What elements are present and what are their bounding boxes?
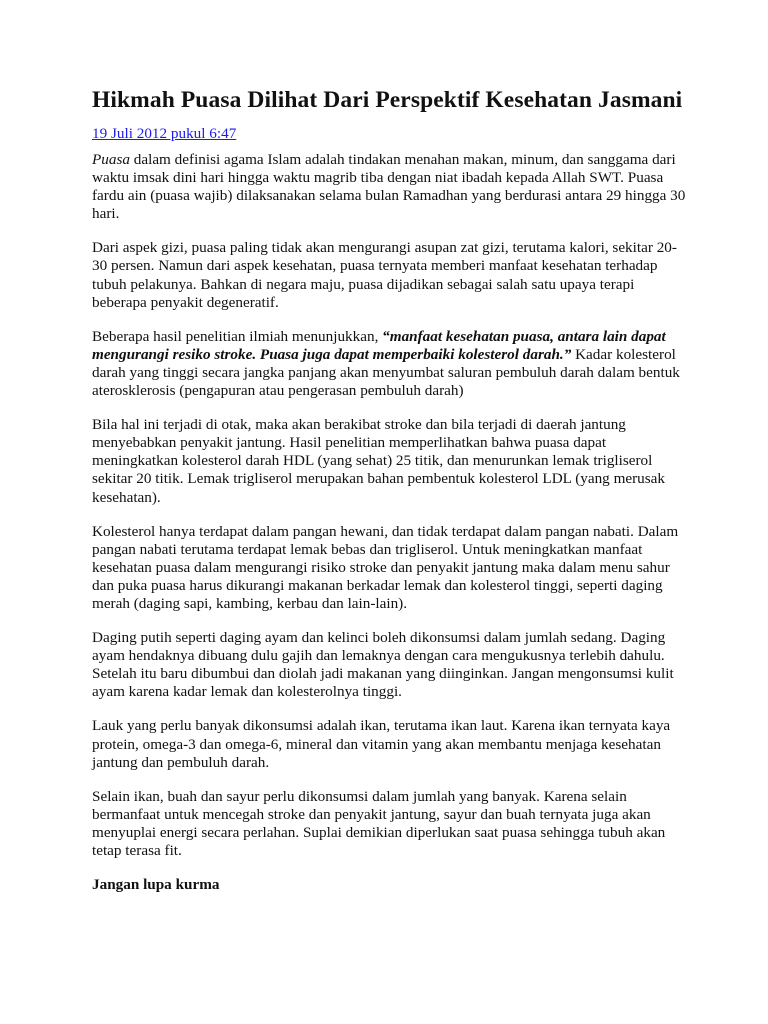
paragraph-3-rest: Kadar kolesterol darah yang tinggi secara jangka panjang akan menyumbat saluran pembuluh darah dalam bentuk aterosklerosis (pengapuran atau pengerasan pembuluh darah) bbox=[92, 345, 680, 400]
article bbox=[92, 84, 692, 894]
paragraph-1 bbox=[92, 151, 692, 223]
paragraph-6: Daging putih seperti daging ayam dan kelinci boleh dikonsumsi dalam jumlah sedang. Daging ayam hendaknya dibuang dulu gajih dan lemaknya dengan cara mengukusnya terlebih dahulu. Setelah itu baru dibumbui dan diolah jadi makanan yang diinginkan. Jangan mengonsumsi kulit ayam karena kadar lemak dan kolesterolnya tinggi. bbox=[92, 629, 674, 701]
puasa-term: Puasa bbox=[92, 151, 130, 168]
paragraph-4: Bila hal ini terjadi di otak, maka akan berakibat stroke dan bila terjadi di daerah jantung menyebabkan penyakit jantung. Hasil penelitian memperlihatkan bahwa puasa dapat meningkatkan kolesterol darah HDL (yang sehat) 25 titik, dan menurunkan lemak trigliserol sekitar 20 titik. Lemak trigliserol merupakan bahan pembentuk kolesterol LDL (yang merusak kesehatan). bbox=[92, 416, 666, 506]
paragraph-3-intro: Beberapa hasil penelitian ilmiah menunjukkan, bbox=[92, 327, 383, 345]
research-quote: “manfaat kesehatan puasa, antara lain dapat mengurangi resiko stroke. Puasa juga dapat memperbaiki kolesterol darah.” bbox=[92, 327, 666, 363]
date-line bbox=[92, 125, 692, 151]
paragraph-8: Selain ikan, buah dan sayur perlu dikonsumsi dalam jumlah yang banyak. Karena selain bermanfaat untuk mencegah stroke dan penyakit jantung, sayur dan buah ternyata juga akan menyuplai energi secara perlahan. Suplai demikian diperlukan saat puasa sehingga tubuh akan tetap terasa fit. bbox=[92, 787, 666, 859]
paragraph-5: Kolesterol hanya terdapat dalam pangan hewani, dan tidak terdapat dalam pangan nabati. Dalam pangan nabati terutama terdapat lemak bebas dan trigliserol. Untuk meningkatkan manfaat kesehatan puasa dalam mengurangi risiko stroke dan penyakit jantung maka dalam menu sahur dan puka puasa harus dikurangi makanan berkadar lemak dan kolesterol tinggi, seperti daging merah (daging sapi, kambing, kerbau dan lain-lain). bbox=[92, 522, 679, 612]
paragraph-3 bbox=[92, 328, 692, 400]
article-title: Hikmah Puasa Dilihat Dari Perspektif Kesehatan Jasmani bbox=[92, 87, 683, 113]
section-subheading: Jangan lupa kurma bbox=[92, 876, 220, 894]
post-date-link[interactable]: 19 Juli 2012 pukul 6:47 bbox=[92, 125, 237, 142]
paragraph-7: Lauk yang perlu banyak dikonsumsi adalah ikan, terutama ikan laut. Karena ikan ternyata kaya protein, omega-3 dan omega-6, mineral dan vitamin yang akan membantu menjaga kesehatan jantung dan pembuluh darah. bbox=[92, 717, 671, 771]
paragraph-2: Dari aspek gizi, puasa paling tidak akan mengurangi asupan zat gizi, terutama kalori, sekitar 20-30 persen. Namun dari aspek kesehatan, puasa ternyata memberi manfaat kesehatan terhadap tubuh pelakunya. Bahkan di negara maju, puasa dijadikan sebagai salah satu upaya terapi beberapa penyakit degeneratif. bbox=[92, 239, 677, 311]
paragraph-1-text: dalam definisi agama Islam adalah tindakan menahan makan, minum, dan sanggama dari waktu imsak dini hari hingga waktu magrib tiba dengan niat ibadah kepada Allah SWT. Puasa fardu ain (puasa wajib) dilaksanakan selama bulan Ramadhan yang berdurasi antara 29 hingga 30 hari. bbox=[92, 151, 686, 223]
